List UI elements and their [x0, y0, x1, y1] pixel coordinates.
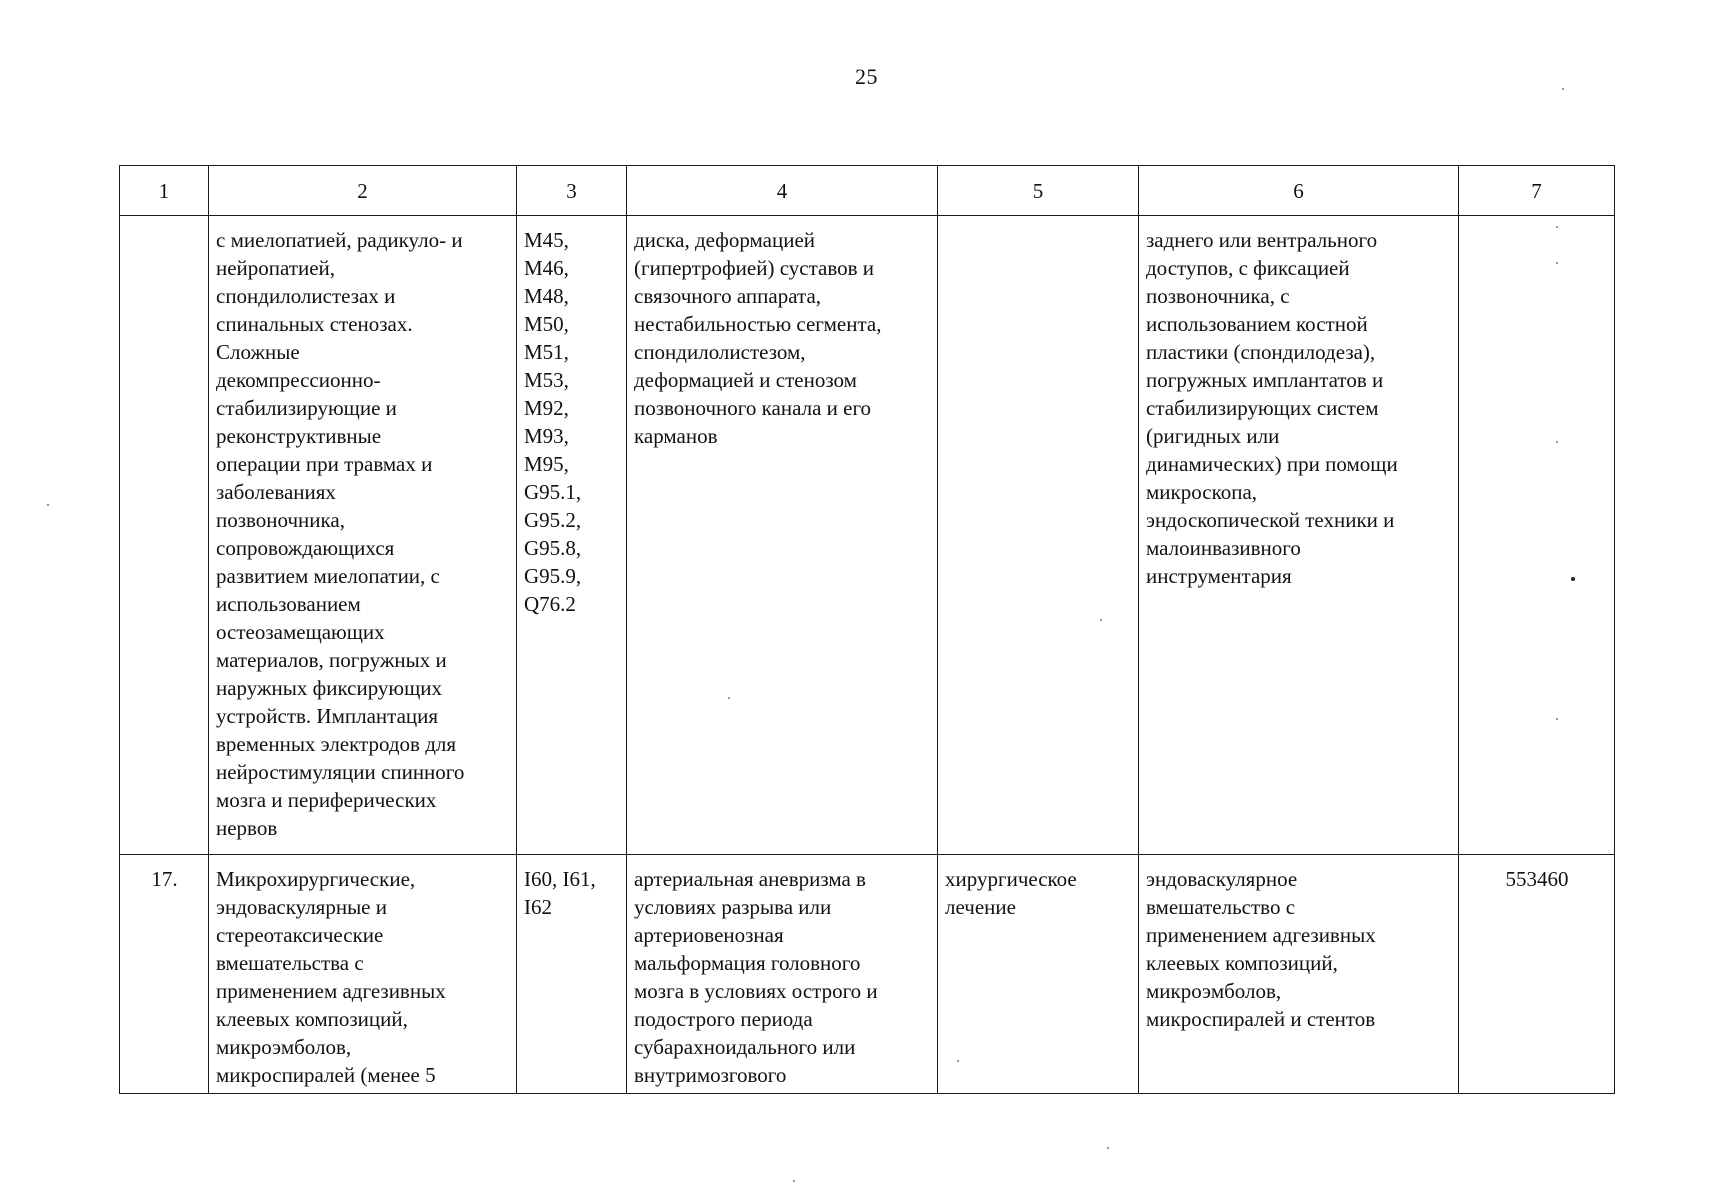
scan-speck — [1556, 718, 1558, 720]
cell-disease-model: артериальная аневризма в условиях разрыва или артериовенозная мальформация головного мозга в условиях острого и подострого периода субарахноидального или внутримозгового — [627, 855, 938, 1094]
scan-speck — [47, 504, 49, 506]
procedures-table — [119, 165, 1615, 1094]
scan-speck — [957, 1060, 959, 1062]
cell-diagnosis-codes: M45, M46, M48, M50, M51, M53, M92, M93, M95, G95.1, G95.2, G95.8, G95.9, Q76.2 — [517, 216, 627, 855]
scan-speck — [1556, 226, 1558, 228]
cell-diagnosis-codes: I60, I61, I62 — [517, 855, 627, 1094]
scan-speck — [1571, 577, 1575, 581]
cell-procedure-name: Микрохирургические, эндоваскулярные и стереотаксические вмешательства с применением адгезивных клеевых композиций, микроэмболов, микроспиралей (менее 5 — [209, 855, 517, 1094]
header-col-7: 7 — [1459, 166, 1615, 216]
scan-speck — [1107, 1147, 1109, 1149]
scan-speck — [793, 1180, 795, 1182]
scan-speck — [1556, 262, 1558, 264]
header-col-2: 2 — [209, 166, 517, 216]
header-col-4: 4 — [627, 166, 938, 216]
cell-treatment-type — [938, 216, 1139, 855]
table-header-row — [120, 166, 1615, 216]
cell-treatment-method: эндоваскулярное вмешательство с применением адгезивных клеевых композиций, микроэмболов, микроспиралей и стентов — [1139, 855, 1459, 1094]
cell-cost: 553460 — [1459, 855, 1615, 1094]
scan-speck — [1556, 441, 1558, 443]
scan-speck — [728, 697, 730, 699]
cell-row-number — [120, 216, 209, 855]
cell-cost — [1459, 216, 1615, 855]
cell-treatment-method: заднего или вентрального доступов, с фиксацией позвоночника, с использованием костной пластики (спондилодеза), погружных имплантатов и стабилизирующих систем (ригидных или динамических) при помощи микроскопа, эндоскопической техники и малоинвазивного инструментария — [1139, 216, 1459, 855]
header-col-5: 5 — [938, 166, 1139, 216]
cell-procedure-name: с миелопатией, радикуло- и нейропатией, спондилолистезах и спинальных стенозах. Сложные декомпрессионно- стабилизирующие и реконструктивные операции при травмах и заболеваниях позвоночника, сопровождающихся развитием миелопатии, с использованием остеозамещающих материалов, погружных и наружных фиксирующих устройств. Имплантация временных электродов для нейростимуляции спинного мозга и периферических нервов — [209, 216, 517, 855]
header-col-1: 1 — [120, 166, 209, 216]
table-row — [120, 216, 1615, 855]
page-number: 25 — [855, 64, 878, 89]
cell-treatment-type: хирургическое лечение — [938, 855, 1139, 1094]
table-row — [120, 855, 1615, 1094]
scan-speck — [1100, 619, 1102, 621]
header-col-3: 3 — [517, 166, 627, 216]
header-col-6: 6 — [1139, 166, 1459, 216]
cell-disease-model: диска, деформацией (гипертрофией) суставов и связочного аппарата, нестабильностью сегмента, спондилолистезом, деформацией и стенозом позвоночного канала и его карманов — [627, 216, 938, 855]
cell-row-number: 17. — [120, 855, 209, 1094]
scan-speck — [1562, 88, 1564, 90]
